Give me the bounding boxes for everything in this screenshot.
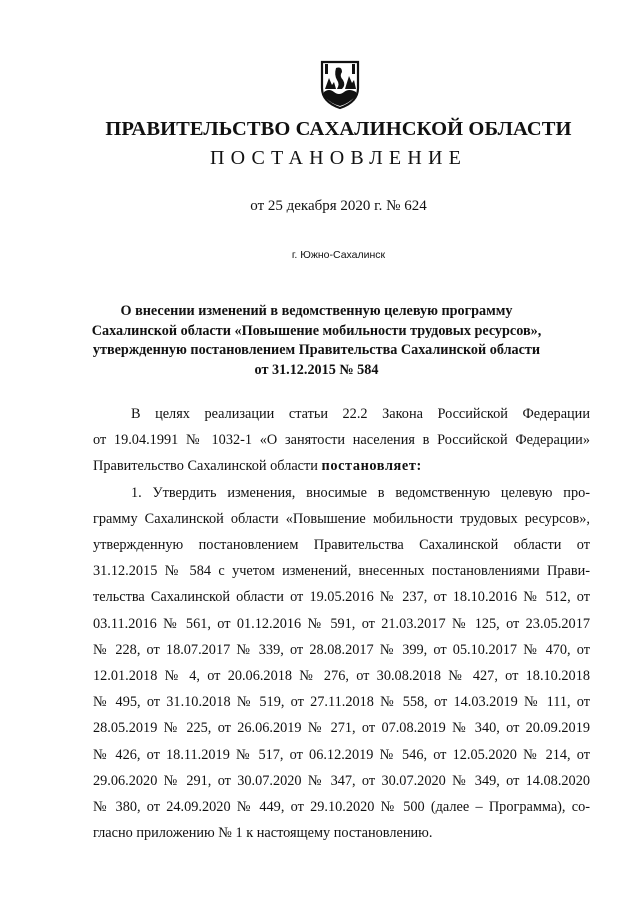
paragraph-line: утвержденную постановлением Правительства Сахалинской области от — [93, 537, 590, 554]
paragraph-line: тельства Сахалинской области от 19.05.2016 № 237, от 18.10.2016 № 512, от — [93, 589, 590, 606]
city-name: г. Южно-Сахалинск — [291, 249, 386, 261]
document-type: ПОСТАНОВЛЕНИЕ — [209, 147, 468, 169]
paragraph-line — [93, 453, 590, 479]
organization-name: ПРАВИТЕЛЬСТВО САХАЛИНСКОЙ ОБЛАСТИ — [105, 118, 572, 140]
paragraph-line: 12.01.2018 № 4, от 20.06.2018 № 276, от 30.08.2018 № 427, от 18.10.2018 — [93, 668, 590, 685]
paragraph-line: 31.12.2015 № 584 с учетом изменений, внесенных постановлениями Прави- — [93, 563, 590, 580]
paragraph-line: 1. Утвердить изменения, вносимые в ведомственную целевую про- — [131, 484, 590, 501]
title-line: от 31.12.2015 № 584 — [254, 361, 379, 378]
title-line: О внесении изменений в ведомственную целевую программу — [120, 303, 513, 319]
title-line: утвержденную постановлением Правительства Сахалинской области — [92, 342, 541, 358]
paragraph-line: № 495, от 31.10.2018 № 519, от 27.11.2018 № 558, от 14.03.2019 № 111, от — [93, 694, 590, 711]
paragraph-line-text: Правительство Сахалинской области — [93, 458, 322, 475]
document-date-number: от 25 декабря 2020 г. № 624 — [250, 198, 427, 214]
paragraph-line: № 380, от 24.09.2020 № 449, от 29.10.2020 № 500 (далее – Программа), со- — [93, 799, 590, 816]
paragraph-line: грамму Сахалинской области «Повышение мобильности трудовых ресурсов», — [93, 510, 590, 527]
paragraph-line: 28.05.2019 № 225, от 26.06.2019 № 271, от 07.08.2019 № 340, от 20.09.2019 — [93, 720, 590, 737]
paragraph-line: гласно приложению № 1 к настоящему постановлению. — [93, 825, 433, 842]
decree-word: постановляет: — [321, 458, 422, 475]
paragraph-line: № 228, от 18.07.2017 № 339, от 28.08.2017 № 399, от 05.10.2017 № 470, от — [93, 641, 590, 658]
document-title — [0, 302, 633, 380]
paragraph-line: В целях реализации статьи 22.2 Закона Российской Федерации — [131, 406, 590, 422]
paragraph-line: 29.06.2020 № 291, от 30.07.2020 № 347, от 30.07.2020 № 349, от 14.08.2020 — [93, 772, 590, 789]
document-body — [93, 401, 590, 846]
paragraph-line: № 426, от 18.11.2019 № 517, от 06.12.2019 № 546, от 12.05.2020 № 214, от — [93, 746, 590, 763]
title-line: Сахалинской области «Повышение мобильности трудовых ресурсов», — [91, 322, 542, 339]
sakhalin-coat-of-arms-icon — [318, 58, 362, 110]
paragraph-line: от 19.04.1991 № 1032-1 «О занятости населения в Российской Федерации» — [93, 432, 590, 449]
paragraph-line: 03.11.2016 № 561, от 01.12.2016 № 591, от 21.03.2017 № 125, от 23.05.2017 — [93, 615, 590, 632]
